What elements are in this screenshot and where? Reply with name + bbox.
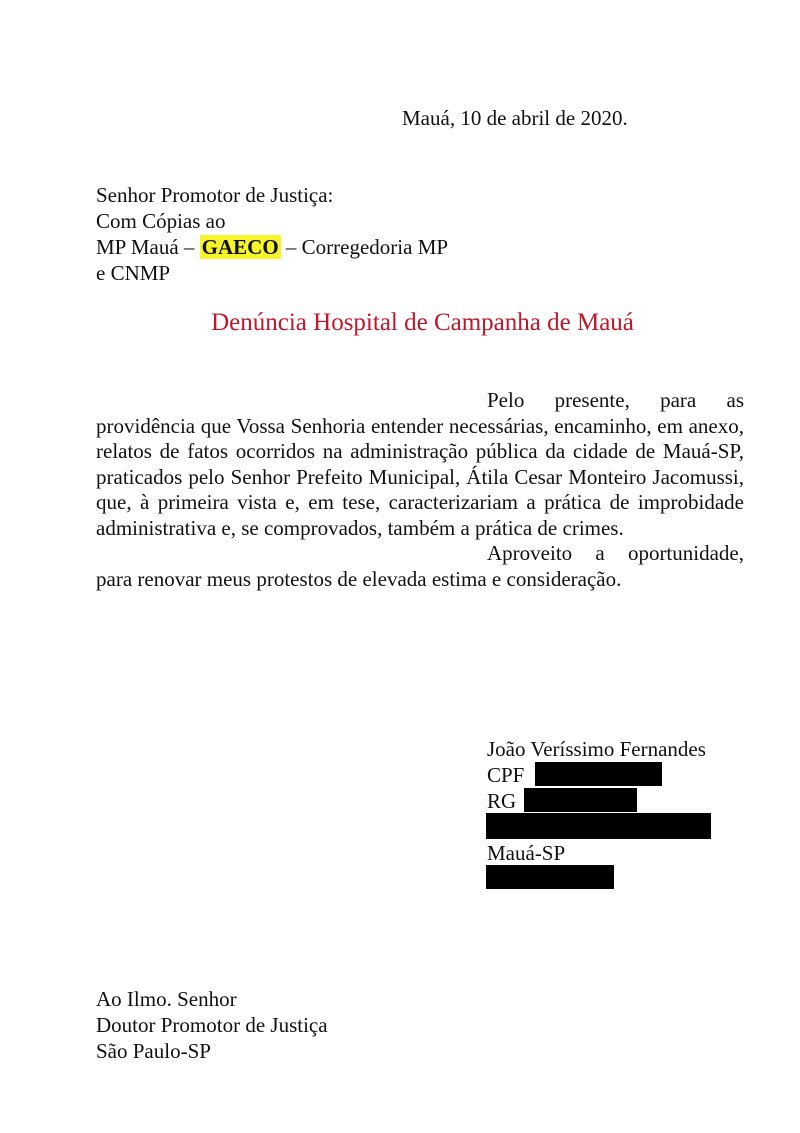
cpf-line (487, 762, 706, 788)
city-line: Mauá-SP (487, 841, 566, 865)
redacted-line-2 (487, 866, 706, 892)
recipient-line-2: Com Cópias ao (96, 209, 226, 233)
body-paragraph-1: Pelo presente, para as providência que Vossa Senhoria entender necessárias, encaminho, em anexo, relatos de fatos ocorridos na administração pública da cidade de Mauá-SP, praticados pelo Senhor Prefeito Municipal, Átila Cesar Monteiro Jacomussi, que, à primeira vista e, em tese, caracterizariam a prática de improbidade administrativa e, se comprovados, também a prática de crimes. (96, 388, 744, 540)
letter-date: Mauá, 10 de abril de 2020. (402, 106, 628, 130)
signature-name: João Veríssimo Fernandes (487, 737, 706, 761)
recipient-line-4: e CNMP (96, 261, 171, 285)
letter-body (96, 388, 744, 592)
cpf-redaction (535, 762, 662, 786)
gaeco-highlight: GAECO (201, 235, 279, 259)
addressee-line-2: Doutor Promotor de Justiça (96, 1013, 328, 1037)
signature-block (487, 736, 706, 892)
contact-redaction (486, 865, 614, 889)
recipient-line-1: Senhor Promotor de Justiça: (96, 183, 334, 207)
rg-line (487, 788, 706, 814)
rg-redaction (524, 788, 637, 812)
recipient-line-3 (96, 234, 448, 260)
recipient-line-3-post: – Corregedoria MP (280, 235, 449, 259)
addressee-line-1: Ao Ilmo. Senhor (96, 987, 237, 1011)
addressee-line-3: São Paulo-SP (96, 1039, 211, 1063)
addressee-block (96, 986, 328, 1064)
redacted-line (487, 814, 706, 840)
rg-label: RG (487, 789, 517, 813)
recipient-line-3-pre: MP Mauá – (96, 235, 200, 259)
body-paragraph-2: Aproveito a oportunidade, para renovar meus protestos de elevada estima e consideração. (96, 541, 744, 591)
document-title: Denúncia Hospital de Campanha de Mauá (211, 309, 634, 336)
recipient-block (96, 182, 448, 286)
address-redaction (486, 813, 711, 839)
cpf-label: CPF (487, 763, 525, 787)
